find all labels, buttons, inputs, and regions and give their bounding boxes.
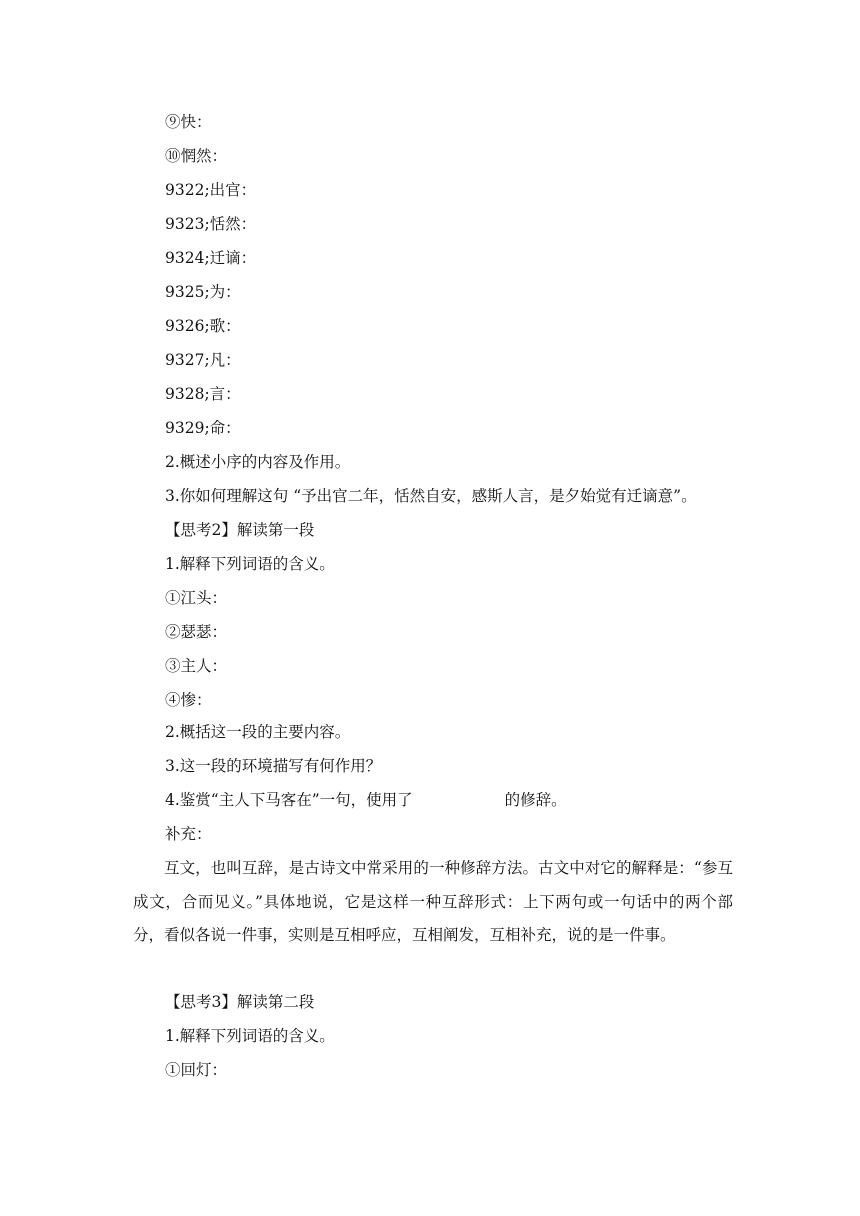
question-text-end: 的修辞。 xyxy=(504,791,567,809)
vocab-item: 9327;凡： xyxy=(165,351,241,369)
vocab-item: 9328;言： xyxy=(165,385,241,403)
vocab-item: ⑨快： xyxy=(165,113,212,131)
question: 2.概括这一段的主要内容。 xyxy=(165,723,351,741)
vocab-item: 9329;命： xyxy=(165,419,241,437)
vocab-item: 9325;为： xyxy=(165,283,241,301)
question: 1.解释下列词语的含义。 xyxy=(165,555,335,573)
supplement-label: 补充： xyxy=(165,825,212,843)
vocab-item: ①回灯： xyxy=(165,1061,228,1079)
question-fill-blank xyxy=(165,790,567,810)
vocab-item: ④惨： xyxy=(165,691,212,709)
vocab-item: ②瑟瑟： xyxy=(165,623,228,641)
vocab-item: 9324;迁谪： xyxy=(165,249,257,267)
question: 1.解释下列词语的含义。 xyxy=(165,1027,335,1045)
section-heading: 【思考3】解读第二段 xyxy=(165,993,315,1011)
question: 2.概述小序的内容及作用。 xyxy=(165,453,351,471)
question: 3.这一段的环境描写有何作用？ xyxy=(165,757,382,775)
vocab-item: ③主人： xyxy=(165,657,228,675)
vocab-item: 9322;出官： xyxy=(165,181,257,199)
vocab-item: 9323;恬然： xyxy=(165,215,257,233)
question-text: 4.鉴赏“主人下马客在”一句，使用了 xyxy=(165,791,413,809)
question: 3.你如何理解这句 “予出官二年，恬然自安，感斯人言，是夕始觉有迁谪意”。 xyxy=(165,487,697,505)
supplement-paragraph: 互文，也叫互辞，是古诗文中常采用的一种修辞方法。古文中对它的解释是：“参互成文，合而见义。”具体地说，它是这样一种互辞形式：上下两句或一句话中的两个部分，看似各说一件事，实则是互相呼应，互相阐发，互相补充，说的是一件事。 xyxy=(133,859,733,944)
section-heading: 【思考2】解读第一段 xyxy=(165,521,315,539)
vocab-item: ⑩惘然： xyxy=(165,147,228,165)
vocab-item: 9326;歌： xyxy=(165,317,241,335)
vocab-item: ①江头： xyxy=(165,589,228,607)
